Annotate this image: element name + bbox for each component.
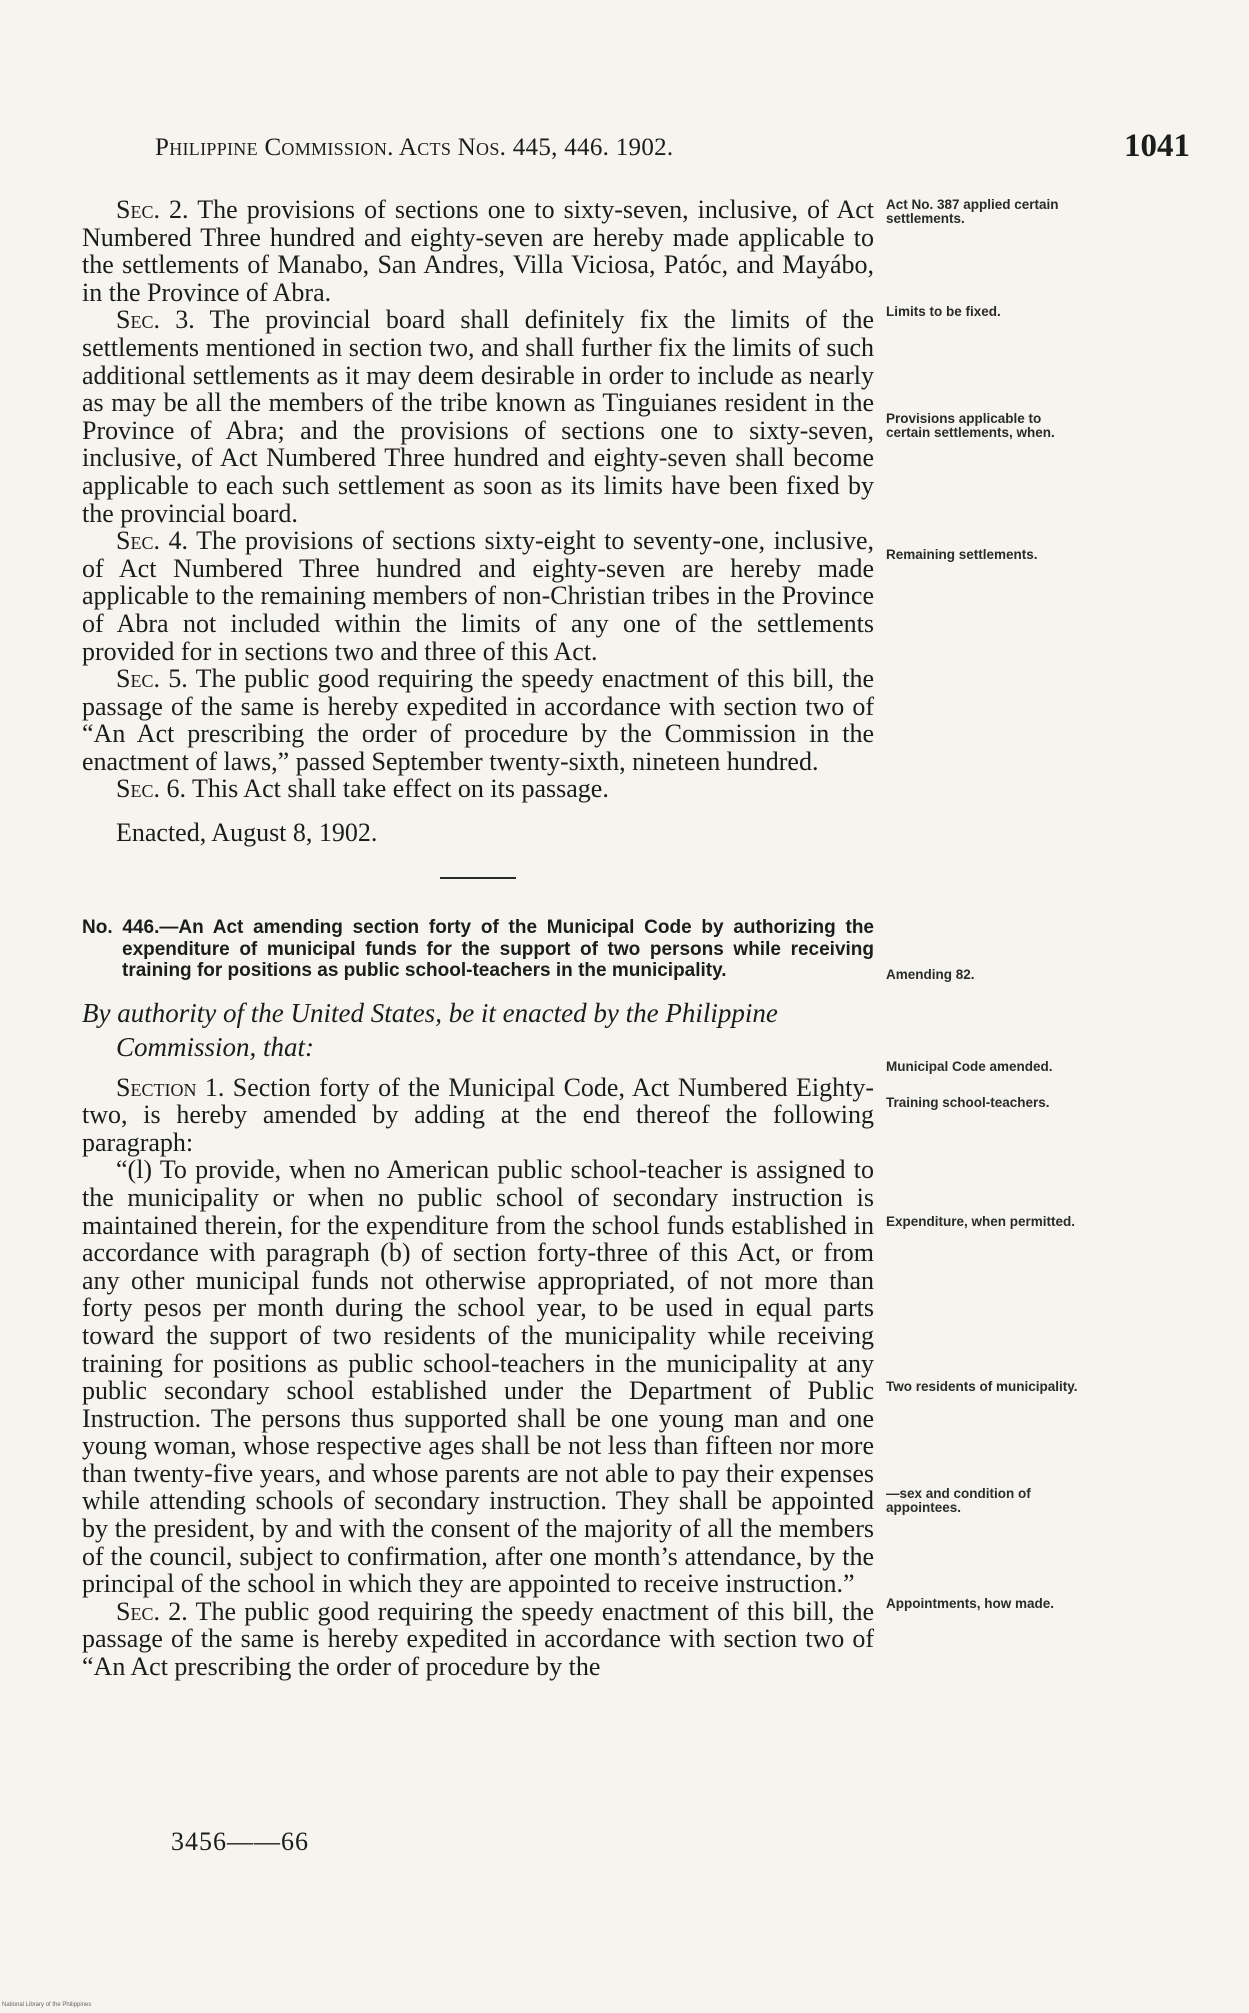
enacting-clause: By authority of the United States, be it enacted by the Philippine Commission, that: xyxy=(82,997,778,1062)
act445-sec2 xyxy=(82,196,874,306)
section-label: Sec. 3. xyxy=(116,305,195,335)
enacted-date: Enacted, August 8, 1902. xyxy=(116,818,378,848)
act446-sec1 xyxy=(82,1074,874,1157)
margin-note: Provisions applicable to certain settlements, when. xyxy=(886,411,1055,440)
section-text: This Act shall take effect on its passage. xyxy=(192,774,609,804)
section-text: The provincial board shall definitely fix the limits of the settlements mentioned in section two, and shall further fix the limits of such additional settlements as it may deem desirable in order to include as nearly as may be all the members of the tribe known as Tinguianes resident in the Province of Abra; and the provisions of sections one to sixty-seven, inclusive, of Act Numbered Three hundred and eighty-seven shall become applicable to each such settlement as soon as its limits have been fixed by the provincial board. xyxy=(82,305,874,528)
section-label: Sec. 4. xyxy=(116,526,189,556)
section-divider xyxy=(440,877,516,879)
margin-note: Appointments, how made. xyxy=(886,1596,1055,1611)
section-text: The provisions of sections sixty-eight to seventy-one, inclusive, of Act Numbered Three hundred and eighty-seven are hereby made applicable to the remaining members of non-Christian tribes in the Province of Abra not included within the limits of any one of the settlements provided for in sections two and three of this Act. xyxy=(82,526,875,666)
main-text-column xyxy=(82,196,874,1681)
page-number: 1041 xyxy=(1124,128,1190,164)
margin-note: —sex and condition of appointees. xyxy=(886,1486,1031,1515)
margin-note: Municipal Code amended. xyxy=(886,1059,1053,1074)
section-text: Section forty of the Municipal Code, Act Numbered Eighty-two, is hereby amended by adding at the end thereof the following paragraph: xyxy=(82,1072,875,1157)
signature-mark: 3456——66 xyxy=(171,1827,309,1856)
act445-sec5 xyxy=(82,665,874,775)
margin-note: Training school-teachers. xyxy=(886,1095,1050,1110)
section-text: The public good requiring the speedy enactment of this bill, the passage of the same is hereby expedited in accordance with section two of “An Act prescribing the order of procedure by the Commission in the enactment of laws,” passed September twenty-sixth, nineteen hundred. xyxy=(82,664,874,776)
section-label: Sec. 6. xyxy=(116,774,186,804)
section-label: Sec. 2. xyxy=(116,1596,188,1626)
section-text: The provisions of sections one to sixty-seven, inclusive, of Act Numbered Three hundred and eighty-seven are hereby made applicable to the settlements of Manabo, San Andres, Villa Viciosa, Patóc, and Mayábo, in the Province of Abra. xyxy=(82,195,874,307)
section-label: Sec. 5. xyxy=(116,664,188,694)
running-head: Philippine Commission. Acts Nos. 445, 446. 1902. xyxy=(155,134,674,161)
margin-note: Limits to be fixed. xyxy=(886,304,1001,319)
act445-sec3 xyxy=(82,306,874,527)
margin-note: Amending 82. xyxy=(886,967,975,982)
margin-note: Expenditure, when permitted. xyxy=(886,1214,1076,1229)
margin-note: Two residents of municipality. xyxy=(886,1379,1078,1394)
margin-note: Remaining settlements. xyxy=(886,547,1038,562)
act445-sec4 xyxy=(82,527,874,665)
section-label: Sec. 2. xyxy=(116,195,189,224)
page-header xyxy=(155,128,1190,168)
act446-sec2 xyxy=(82,1598,874,1681)
section-text: The public good requiring the speedy enactment of this bill, the passage of the same is hereby expedited in accordance with section two of “An Act prescribing the order of procedure by the xyxy=(82,1596,874,1682)
section-label: Section 1. xyxy=(116,1072,225,1102)
margin-note: Act No. 387 applied certain settlements. xyxy=(886,197,1059,226)
act446-title: No. 446.—An Act amending section forty of the Municipal Code by authorizing the expenditure of municipal funds for the support of two persons while receiving training for positions as public school-teachers in the municipality. xyxy=(82,917,874,982)
scan-credit: National Library of the Philippines xyxy=(2,2002,92,2008)
act445-sec6 xyxy=(82,775,874,803)
act446-quoted-paragraph: “(l) To provide, when no American public school-teacher is assigned to the municipality or when no public school of secondary instruction is maintained therein, for the expenditure from the school funds established in accordance with paragraph (b) of section forty-three of this Act, or from any other municipal funds not otherwise appropriated, of not more than forty pesos per month during the school year, to be used in equal parts toward the support of two residents of the municipality while receiving training for positions as public school-teachers in the municipality at any public secondary school established under the Department of Public Instruction. The persons thus supported shall be one young man and one young woman, whose respective ages shall be not less than fifteen nor more than twenty-five years, and whose parents are not able to pay their expenses while attending schools of secondary instruction. They shall be appointed by the president, by and with the consent of the majority of all the members of the council, subject to confirmation, after one month’s attendance, by the principal of the school in which they are appointed to receive instruction.” xyxy=(82,1155,874,1599)
